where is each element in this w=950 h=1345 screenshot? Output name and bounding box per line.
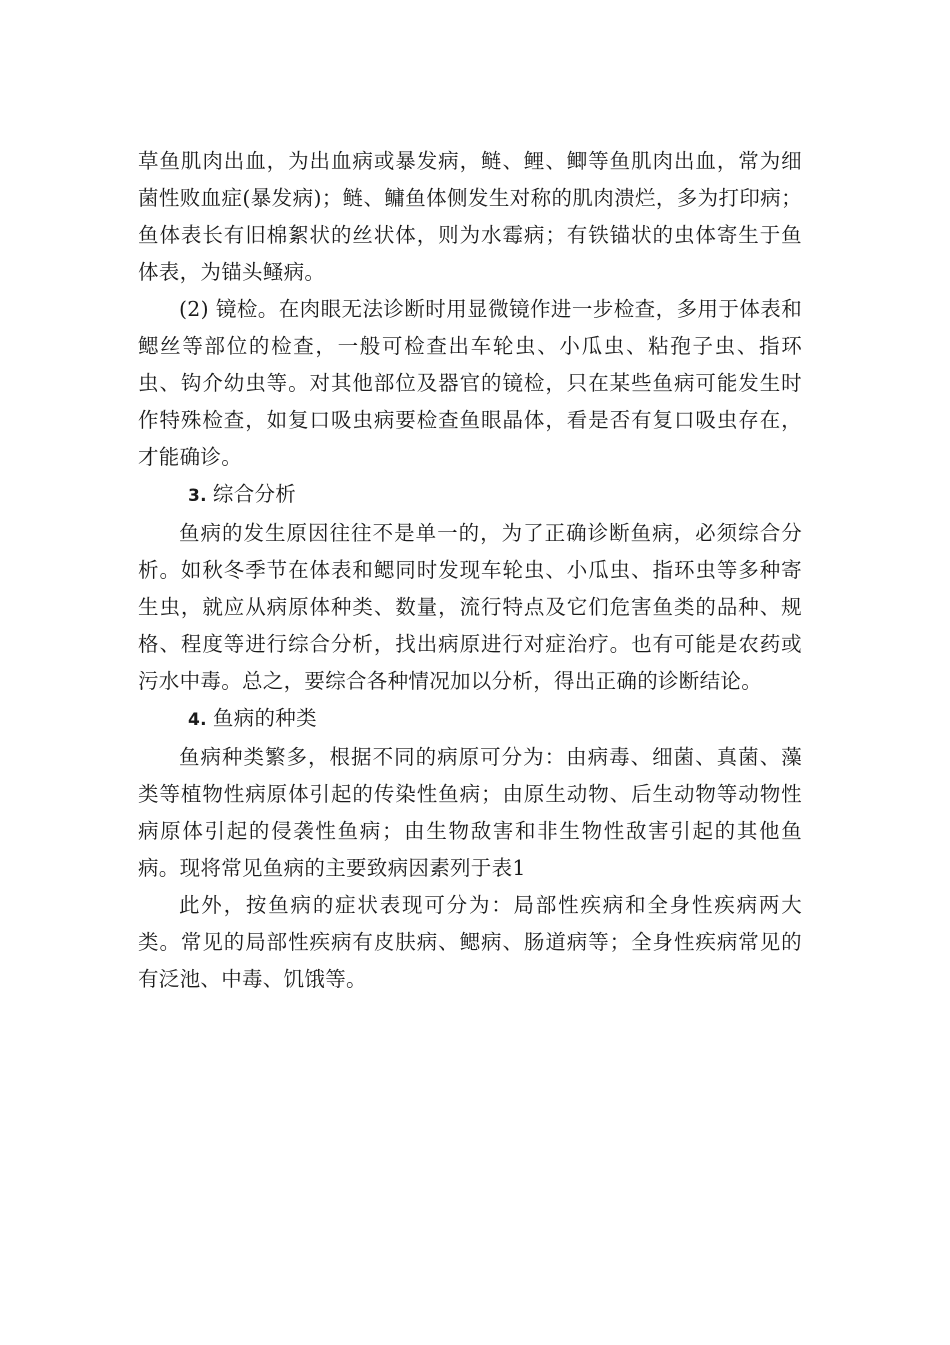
- heading-comprehensive-analysis: [138, 476, 802, 515]
- paragraph-analysis: 鱼病的发生原因往往不是单一的，为了正确诊断鱼病，必须综合分析。如秋冬季节在体表和鳃同时发现车轮虫、小瓜虫、指环虫等多种寄生虫，就应从病原体种类、数量，流行特点及它们危害鱼类的品种、规格、程度等进行综合分析，找出病原进行对症治疗。也有可能是农药或污水中毒。总之，要综合各种情况加以分析，得出正确的诊断结论。: [138, 521, 802, 693]
- heading-number: 4.: [188, 710, 207, 730]
- heading-disease-types: [138, 700, 802, 739]
- paragraph-classification: 鱼病种类繁多，根据不同的病原可分为：由病毒、细菌、真菌、藻类等植物性病原体引起的传染性鱼病；由原生动物、后生动物等动物性病原体引起的侵袭性鱼病；由生物敌害和非生物性敌害引起的其他鱼病。现将常见鱼病的主要致病因素列于表1: [138, 745, 802, 880]
- heading-text: 鱼病的种类: [212, 706, 317, 730]
- paragraph-symptom-classes: 此外，按鱼病的症状表现可分为：局部性疾病和全身性疾病两大类。常见的局部性疾病有皮肤病、鳃病、肠道病等；全身性疾病常见的有泛池、中毒、饥饿等。: [138, 893, 802, 991]
- heading-number: 3.: [188, 486, 207, 506]
- heading-text: 综合分析: [212, 482, 297, 506]
- paragraph-symptoms: 草鱼肌肉出血，为出血病或暴发病，鲢、鲤、鲫等鱼肌肉出血，常为细菌性败血症(暴发病)；鲢、鳙鱼体侧发生对称的肌肉溃烂，多为打印病；鱼体表长有旧棉絮状的丝状体，则为水霉病；有铁锚状的虫体寄生于鱼体表，为锚头鳋病。: [138, 149, 802, 284]
- document-page: [138, 143, 802, 998]
- paragraph-microscopy: (2) 镜检。在肉眼无法诊断时用显微镜作进一步检查，多用于体表和鳃丝等部位的检查，一般可检查出车轮虫、小瓜虫、粘孢子虫、指环虫、钩介幼虫等。对其他部位及器官的镜检，只在某些鱼病可能发生时作特殊检查，如复口吸虫病要检查鱼眼晶体，看是否有复口吸虫存在，才能确诊。: [138, 297, 802, 469]
